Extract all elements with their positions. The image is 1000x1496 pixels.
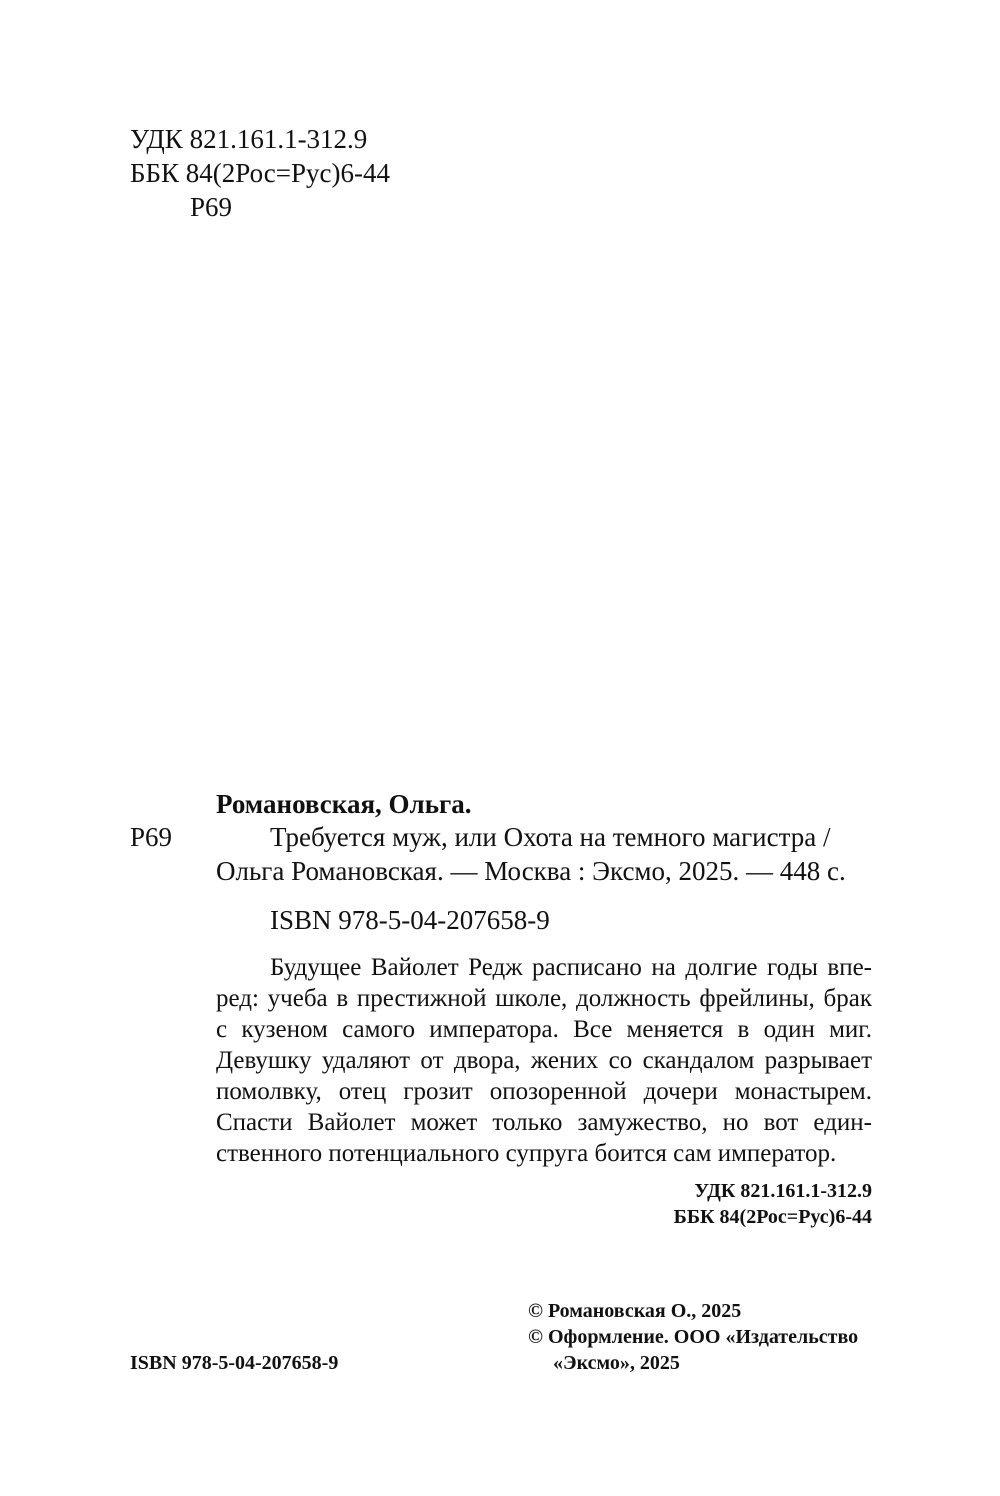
annotation-paragraph xyxy=(216,952,872,1169)
annotation-line: ред: учеба в престижной школе, должность фрейлины, брак xyxy=(216,985,872,1012)
annotation-line: Девушку удаляют от двора, жених со скандалом разрывает xyxy=(216,1047,872,1074)
copyright-design: © Оформление. ООО «Издательство xyxy=(528,1326,859,1348)
classification-udk: УДК 821.161.1-312.9 xyxy=(694,1180,872,1202)
footer-isbn: ISBN 978-5-04-207658-9 xyxy=(130,1352,339,1374)
author-heading: Романовская, Ольга. xyxy=(216,789,472,819)
copyright-author: © Романовская О., 2025 xyxy=(528,1300,742,1322)
annotation-line: помолвку, отец грозит опозоренной дочери монастырем. xyxy=(216,1078,872,1105)
annotation-line: с кузеном самого императора. Все меняется в один миг. xyxy=(216,1016,872,1043)
bibliographic-title-line: Требуется муж, или Охота на темного магистра / xyxy=(270,822,831,852)
annotation-line: Будущее Вайолет Редж расписано на долгие годы впе- xyxy=(270,954,872,981)
record-isbn: ISBN 978-5-04-207658-9 xyxy=(270,905,550,935)
header-bbk: ББК 84(2Рос=Рус)6-44 xyxy=(130,158,390,188)
header-author-sign: Р69 xyxy=(190,192,233,222)
bibliographic-publication-line: Ольга Романовская. — Москва : Эксмо, 2025. — 448 с. xyxy=(216,856,846,886)
header-udk: УДК 821.161.1-312.9 xyxy=(130,124,368,154)
record-author-sign: Р69 xyxy=(130,822,173,852)
copyright-publisher: «Эксмо», 2025 xyxy=(553,1352,680,1374)
classification-bbk: ББК 84(2Рос=Рус)6-44 xyxy=(673,1206,872,1228)
annotation-line: ственного потенциального супруга боится сам император. xyxy=(216,1140,837,1167)
annotation-line: Спасти Вайолет может только замужество, но вот един- xyxy=(216,1109,872,1136)
